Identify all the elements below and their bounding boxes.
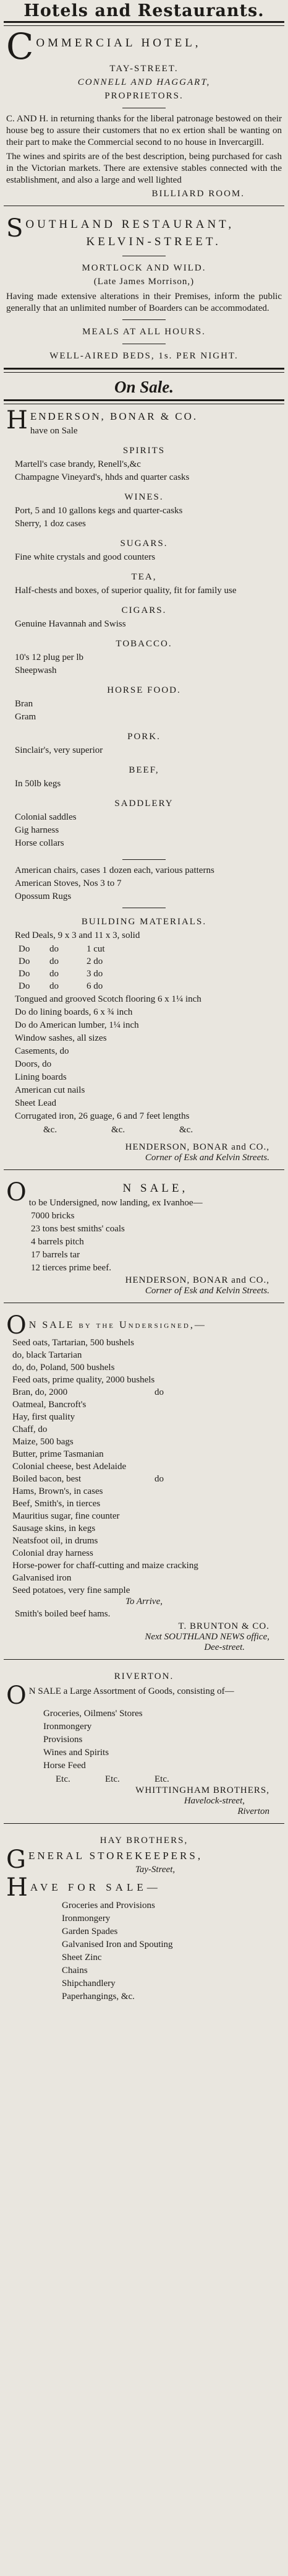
cell: 3 do	[87, 969, 103, 979]
brunton-header	[6, 1313, 282, 1337]
beds: WELL-AIRED BEDS, 1s. PER NIGHT.	[49, 351, 239, 361]
table-row	[12, 1386, 282, 1399]
table-row	[19, 968, 282, 980]
etc: Etc.	[105, 1774, 120, 1784]
table-row	[12, 1399, 282, 1411]
proprietor-names: CONNELL AND HAGGART,	[77, 77, 211, 87]
cell: Butter, prime Tasmanian	[12, 1449, 104, 1459]
rule	[4, 1823, 284, 1824]
whittingham-header	[6, 1683, 282, 1707]
restaurant-name: OUTHLAND RESTAURANT,	[25, 218, 235, 231]
rule	[4, 1169, 284, 1170]
list-item: In 50lb kegs	[15, 779, 61, 789]
cell: Feed oats, prime quality, 2000 bushels	[12, 1375, 155, 1385]
etc-row	[56, 1773, 282, 1785]
ivanhoe-ad	[0, 1176, 288, 1296]
proprietors-label: PROPRIETORS.	[104, 91, 184, 101]
cell: do	[155, 1474, 164, 1484]
list-item: Lining boards	[15, 1072, 67, 1082]
table-row	[19, 980, 282, 992]
cell: Colonial dray harness	[12, 1548, 93, 1558]
list-item: Groceries, Oilmens' Stores	[43, 1709, 143, 1719]
list-item: Window sashes, all sizes	[15, 1033, 107, 1043]
cell: do, do, Poland, 500 bushels	[12, 1363, 115, 1373]
hay-brothers-ad	[0, 1830, 288, 2003]
section-head-building: BUILDING MATERIALS.	[81, 917, 207, 927]
etc: &c.	[43, 1125, 57, 1135]
list-item: Horse collars	[15, 838, 64, 848]
table-row	[12, 1374, 282, 1386]
table-row	[12, 1361, 282, 1374]
cell: Do	[19, 956, 30, 966]
list-item: 17 barrels tar	[31, 1250, 80, 1260]
cell: Do	[19, 944, 30, 954]
cell: Neatsfoot oil, in drums	[12, 1536, 98, 1546]
signature-address: Next SOUTHLAND NEWS office,	[145, 1632, 269, 1642]
list-item: Sheepwash	[15, 666, 57, 675]
list-item: Fine white crystals and good counters	[15, 552, 156, 562]
henderson-header	[6, 408, 282, 437]
table-row	[12, 1498, 282, 1510]
list-item: Genuine Havannah and Swiss	[15, 619, 126, 629]
restaurant-street: KELVIN-STREET.	[86, 235, 221, 248]
table-row	[12, 1460, 282, 1473]
commercial-paragraph-1: C. AND H. in returning thanks for the liberal patronage bestowed on their house beg to assure their customers that no ex ertion shall be wanting on their part to make the Commercial second to no house in Invercargill.	[6, 114, 282, 147]
list-item: Smith's boiled beef hams.	[15, 1609, 111, 1619]
list-item: Tongued and grooved Scotch flooring 6 x 1¼ inch	[15, 994, 201, 1004]
drop-cap: C	[6, 30, 34, 62]
hotel-street: TAY-STREET.	[109, 64, 179, 74]
late-james-morrison: (Late James Morrison,)	[93, 277, 195, 287]
table-row	[12, 1411, 282, 1423]
drop-cap: H	[6, 1875, 28, 1899]
list-item: 12 tierces prime beef.	[31, 1263, 111, 1273]
cell: Colonial cheese, best Adelaide	[12, 1462, 127, 1472]
sale-list	[6, 1337, 282, 1597]
table-row	[12, 1423, 282, 1436]
cell: Maize, 500 bags	[12, 1437, 74, 1447]
brunton-ad	[0, 1309, 288, 1653]
list-item: Groceries and Provisions	[62, 1901, 155, 1910]
section-head-sugars: SUGARS.	[120, 539, 168, 549]
list-item: 23 tons best smiths' coals	[31, 1224, 125, 1234]
list-item: Port, 5 and 10 gallons kegs and quarter-casks	[15, 506, 183, 516]
table-row	[12, 1584, 282, 1597]
mortlock-wild: MORTLOCK AND WILD.	[82, 263, 206, 273]
cell: Do	[19, 981, 30, 991]
henderson-have-on-sale: have on Sale	[30, 426, 78, 436]
table-row	[12, 1436, 282, 1448]
signature: HENDERSON, BONAR and CO.,	[125, 1142, 269, 1152]
etc-row	[43, 1124, 282, 1136]
list-item: 4 barrels pitch	[31, 1237, 84, 1247]
table-row	[12, 1485, 282, 1498]
signature: T. BRUNTON & CO.	[178, 1621, 269, 1631]
commercial-header	[6, 30, 282, 62]
etc: Etc.	[155, 1774, 169, 1784]
table-row	[12, 1572, 282, 1584]
list-item: Gig harness	[15, 825, 59, 835]
cell: Chaff, do	[12, 1425, 48, 1434]
table-row	[12, 1535, 282, 1547]
commercial-hotel-ad	[0, 26, 288, 199]
section-head-spirits: SPIRITS	[122, 446, 166, 456]
hay-general-header	[6, 1847, 282, 1875]
cell: Galvanised iron	[12, 1573, 72, 1583]
cell: Beef, Smith's, in tierces	[12, 1499, 101, 1509]
southland-header	[6, 216, 282, 251]
list-item: Galvanised Iron and Spouting	[62, 1940, 173, 1949]
cell: Do	[19, 969, 30, 979]
list-item: American Stoves, Nos 3 to 7	[15, 878, 122, 888]
section-head-horse-food: HORSE FOOD.	[107, 685, 181, 695]
cell: 6 do	[87, 981, 103, 991]
cell: do, black Tartarian	[12, 1350, 82, 1360]
drop-cap: S	[6, 216, 23, 243]
hay-for-sale-header	[6, 1875, 282, 1899]
cell: do	[49, 944, 59, 954]
list-item: Sherry, 1 doz cases	[15, 519, 86, 529]
cell: do	[155, 1387, 164, 1397]
list-item: Shipchandlery	[62, 1979, 116, 1988]
table-row	[12, 1522, 282, 1535]
double-rule	[4, 368, 284, 373]
section-head-wines: WINES.	[124, 492, 164, 502]
list-item: Champagne Vineyard's, hhds and quarter casks	[15, 472, 190, 482]
table-row	[12, 1547, 282, 1559]
list-item: Doors, do	[15, 1059, 52, 1069]
list-item: Sheet Zinc	[62, 1953, 102, 1962]
list-item: Gram	[15, 712, 36, 722]
cell: Hams, Brown's, in cases	[12, 1486, 103, 1496]
cell: do	[49, 981, 59, 991]
drop-cap: H	[6, 408, 28, 435]
cell: Horse-power for chaff-cutting and maize cracking	[12, 1561, 198, 1571]
table-row	[12, 1510, 282, 1522]
section-head-tea: TEA,	[131, 572, 157, 582]
list-item: Ironmongery	[62, 1914, 111, 1923]
drop-cap: O	[6, 1313, 27, 1337]
list-item: Wines and Spirits	[43, 1748, 109, 1758]
list-item: Paperhangings, &c.	[62, 1992, 135, 2001]
to-arrive: To Arrive,	[125, 1597, 163, 1607]
southland-restaurant-ad	[0, 212, 288, 363]
list-item: American chairs, cases 1 dozen each, various patterns	[15, 865, 214, 875]
list-item: Provisions	[43, 1735, 83, 1745]
whittingham-intro: N SALE a Large Assortment of Goods, consisting of—	[28, 1686, 234, 1696]
section-title: Hotels and Restaurants.	[23, 1, 265, 20]
list-item: Horse Feed	[43, 1761, 86, 1771]
list-item: Garden Spades	[62, 1927, 118, 1936]
henderson-name: ENDERSON, BONAR & CO.	[30, 410, 198, 422]
cell: 2 do	[87, 956, 103, 966]
etc: &c.	[179, 1125, 193, 1135]
list-item: Opossum Rugs	[15, 891, 72, 901]
cell: Sausage skins, in kegs	[12, 1524, 96, 1533]
signature: HENDERSON, BONAR and CO.,	[125, 1275, 269, 1285]
etc: Etc.	[56, 1774, 70, 1784]
list-item: Red Deals, 9 x 3 and 11 x 3, solid	[15, 930, 140, 940]
cell: do	[49, 969, 59, 979]
table-row	[12, 1349, 282, 1361]
meals: MEALS AT ALL HOURS.	[82, 327, 206, 337]
section-head-pork: PORK.	[127, 732, 161, 742]
list-item: Casements, do	[15, 1046, 69, 1056]
table-row	[19, 943, 282, 955]
commercial-paragraph-2: The wines and spirits are of the best description, being purchased for cash in the Victorian markets. There are extensive stables connected with the establishment, and also a large and well lighted	[6, 152, 282, 185]
double-rule	[4, 21, 284, 26]
double-rule	[4, 399, 284, 404]
short-rule	[122, 319, 166, 320]
riverton-heading: RIVERTON.	[114, 1672, 174, 1681]
signature-town: Riverton	[237, 1806, 269, 1816]
signature-address: Corner of Esk and Kelvin Streets.	[145, 1153, 269, 1163]
list-item: 10's 12 plug per lb	[15, 653, 84, 662]
short-rule	[122, 859, 166, 860]
list-item: Do do lining boards, 6 x ¾ inch	[15, 1007, 133, 1017]
ivanhoe-header	[6, 1180, 282, 1209]
list-item: Do do American lumber, 1¼ inch	[15, 1020, 139, 1030]
section-head-tobacco: TOBACCO.	[116, 639, 172, 649]
table-row	[12, 1559, 282, 1572]
cell: 1 cut	[87, 944, 105, 954]
section-head-beef: BEEF,	[129, 765, 159, 775]
cell: do	[49, 956, 59, 966]
billiard-room: BILLIARD ROOM.	[151, 189, 245, 199]
list-item: Sinclair's, very superior	[15, 745, 103, 755]
tay-street: Tay-Street,	[135, 1865, 176, 1875]
drop-cap: O	[6, 1180, 27, 1207]
table-row	[12, 1337, 282, 1349]
whittingham-ad	[0, 1666, 288, 1817]
signature-street: Dee-street.	[204, 1642, 245, 1652]
hay-header: HAY BROTHERS,	[100, 1836, 188, 1845]
etc: &c.	[111, 1125, 125, 1135]
table-row	[19, 955, 282, 968]
signature-address: Corner of Esk and Kelvin Streets.	[145, 1286, 269, 1296]
rule	[4, 1659, 284, 1660]
cell: Seed potatoes, very fine sample	[12, 1585, 130, 1595]
table-row	[12, 1448, 282, 1460]
cell: Bran, do, 2000	[12, 1387, 68, 1397]
cell: Hay, first quality	[12, 1412, 75, 1422]
cell: Mauritius sugar, fine counter	[12, 1511, 120, 1521]
cell: Boiled bacon, best	[12, 1474, 82, 1484]
list-item: Sheet Lead	[15, 1098, 57, 1108]
cell: Seed oats, Tartarian, 500 bushels	[12, 1338, 134, 1348]
section-head-cigars: CIGARS.	[121, 605, 167, 615]
list-item: Bran	[15, 699, 33, 709]
drop-cap: G	[6, 1847, 26, 1874]
cell: Oatmeal, Bancroft's	[12, 1400, 87, 1410]
ivanhoe-intro: to be Undersigned, now landing, ex Ivanhoe—	[28, 1198, 203, 1208]
list-item: Martell's case brandy, Renell's,&c	[15, 459, 141, 469]
hotel-name: OMMERCIAL HOTEL,	[36, 37, 201, 50]
list-item: 7000 bricks	[31, 1211, 75, 1221]
list-item: American cut nails	[15, 1085, 85, 1095]
henderson-bonar-ad	[0, 404, 288, 1163]
list-item: Ironmongery	[43, 1722, 92, 1732]
on-sale-title: On Sale.	[114, 378, 174, 396]
drop-cap: O	[6, 1683, 27, 1707]
list-item: Chains	[62, 1966, 88, 1975]
signature: WHITTINGHAM BROTHERS,	[135, 1785, 269, 1795]
southland-paragraph: Having made extensive alterations in their Premises, inform the public generally that an unlimited number of Boarders can be accommodated.	[6, 292, 282, 313]
list-item: Half-chests and boxes, of superior quality, fit for family use	[15, 586, 237, 596]
ditto-list	[6, 943, 282, 992]
have-for-sale: AVE FOR SALE—	[30, 1881, 161, 1893]
list-item: Colonial saddles	[15, 812, 77, 822]
table-row	[12, 1473, 282, 1485]
section-head-saddlery: SADDLERY	[114, 799, 174, 809]
signature-address: Havelock-street,	[184, 1796, 245, 1806]
on-sale-heading: N SALE by the Undersigned,—	[28, 1320, 206, 1330]
on-sale-heading: N SALE,	[122, 1182, 188, 1195]
list-item: Corrugated iron, 26 guage, 6 and 7 feet lengths	[15, 1111, 190, 1121]
general-storekeepers: ENERAL STOREKEEPERS,	[28, 1850, 203, 1862]
